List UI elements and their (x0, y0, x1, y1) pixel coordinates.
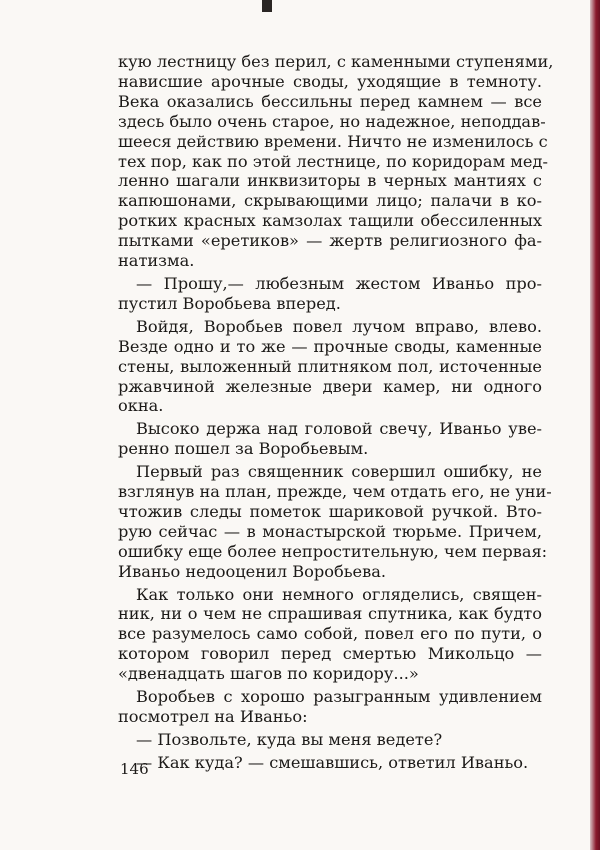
paragraph (118, 687, 542, 727)
text-line: стены, выложенный плитняком пол, источенные (118, 356, 542, 376)
paragraph (118, 730, 542, 750)
text-line: взглянув на план, прежде, чем отдать его, не уни- (118, 482, 552, 502)
text-line: ротких красных камзолах тащили обессиленных (118, 211, 542, 231)
text-line: ленно шагали инквизиторы в черных мантиях с (118, 171, 542, 191)
text-line: натизма. (118, 251, 195, 271)
text-line: ржавчиной железные двери камер, ни одного (118, 376, 542, 396)
text-line: Как только они немного огляделись, священ- (136, 584, 542, 604)
text-line: Высоко держа над головой свечу, Иваньо уве- (136, 419, 542, 439)
book-edge (590, 0, 600, 850)
text-line: ошибку еще более непростительную, чем первая: (118, 541, 548, 561)
text-line: посмотрел на Иваньо: (118, 707, 308, 726)
paragraph (118, 274, 542, 314)
binding-mark (262, 0, 272, 12)
paragraph (118, 585, 542, 685)
paragraph (118, 753, 542, 773)
text-line: тех пор, как по этой лестнице, по коридорам мед- (118, 151, 548, 171)
text-line: Войдя, Воробьев повел лучом вправо, влево. (136, 316, 542, 336)
text-line: — Прошу,— любезным жестом Иваньо про- (136, 273, 542, 293)
text-line: ренно пошел за Воробьевым. (118, 439, 369, 459)
text-line: Везде одно и то же — прочные своды, каменные (118, 336, 542, 356)
page-text (118, 52, 554, 776)
text-line: окна. (118, 396, 164, 416)
text-line: Иваньо недооценил Воробьева. (118, 561, 386, 581)
text-line: здесь было очень старое, но надежное, неподдав- (118, 111, 546, 131)
text-line: нависшие арочные своды, уходящие в темноту. (118, 71, 542, 91)
text-line: чтожив следы пометок шариковой ручкой. Вто- (118, 501, 542, 521)
text-line: ник, ни о чем не спрашивая спутника, как будто (118, 604, 542, 624)
text-line: котором говорил перед смертью Микольцо — (118, 644, 542, 664)
text-line: — Позвольте, куда вы меня ведете? (136, 729, 443, 749)
text-line: Первый раз священник совершил ошибку, не (136, 462, 542, 482)
paragraph (118, 462, 552, 581)
text-line: Воробьев с хорошо разыгранным удивлением (136, 687, 542, 707)
text-line: «двенадцать шагов по коридору...» (118, 664, 419, 684)
text-line: шееся действию времени. Ничто не изменилось с (118, 131, 548, 151)
paragraph (118, 317, 542, 417)
paragraph (118, 52, 554, 271)
text-line: Века оказались бессильны перед камнем — все (118, 91, 542, 111)
text-line: рую сейчас — в монастырской тюрьме. Причем, (118, 521, 542, 541)
text-line: кую лестницу без перил, с каменными ступенями, (118, 52, 554, 71)
text-line: пустил Воробьева вперед. (118, 293, 341, 313)
text-line: все разумелось само собой, повел его по пути, о (118, 624, 542, 644)
text-line: пытками «еретиков» — жертв религиозного фа- (118, 231, 542, 251)
page-number: 146 (120, 760, 149, 778)
text-line: капюшонами, скрывающими лицо; палачи в ко- (118, 191, 542, 211)
text-line: — Как куда? — смешавшись, ответил Иваньо. (136, 752, 529, 772)
paragraph (118, 419, 542, 459)
